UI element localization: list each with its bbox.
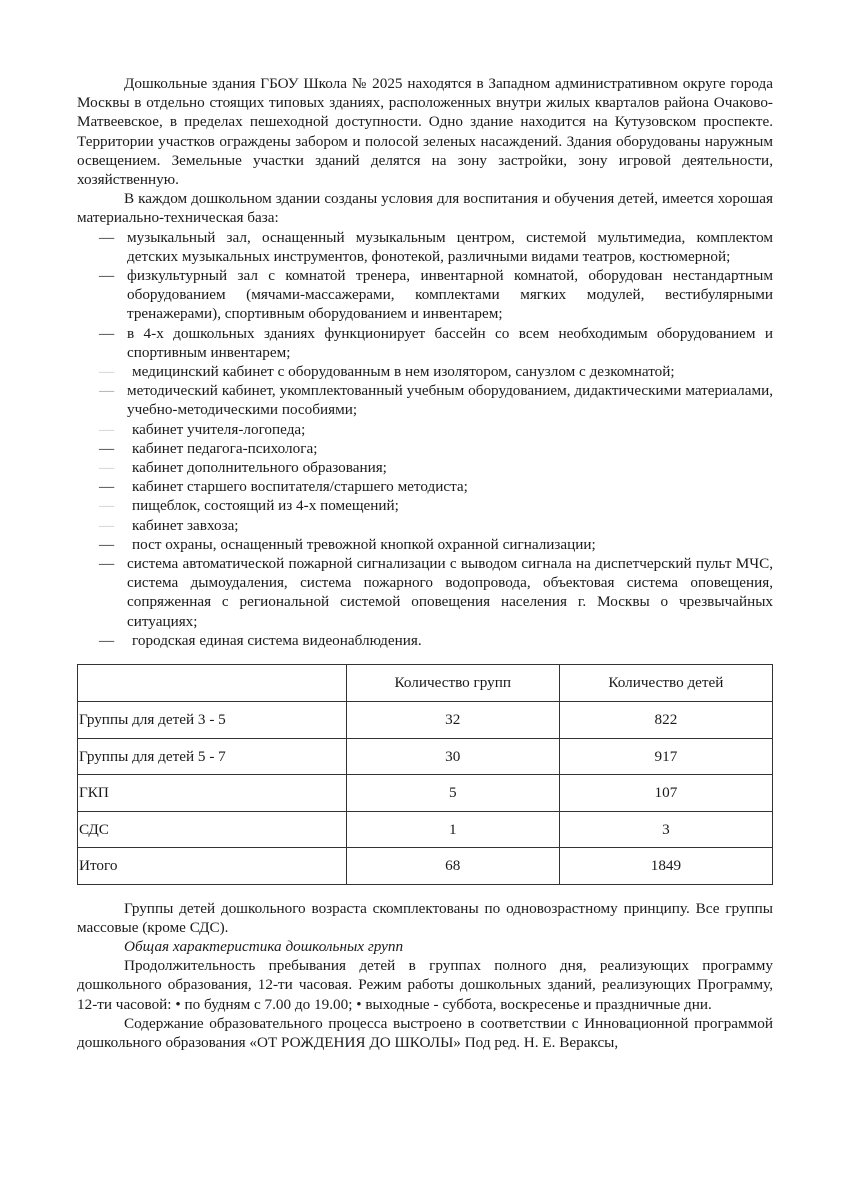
facilities-list: [77, 228, 773, 650]
list-item: — методический кабинет, укомплектованный учебным оборудованием, дидактическими материалами, учебно-методическими пособиями;: [99, 382, 773, 419]
dash-bullet-icon: —: [99, 535, 115, 553]
section-subheading: Общая характеристика дошкольных групп: [124, 938, 404, 955]
table-header-cell: Количество детей: [559, 665, 772, 702]
dash-bullet-icon: —: [99, 363, 115, 381]
list-item: — кабинет дополнительного образования;: [99, 459, 387, 477]
table-cell: 917: [559, 738, 772, 775]
groups-paragraph: Группы детей дошкольного возраста скомплектованы по одновозрастному принципу. Все группы массовые (кроме СДС).: [77, 899, 773, 936]
table-header-cell: Количество групп: [346, 665, 559, 702]
dash-bullet-icon: —: [99, 631, 115, 649]
list-item: — система автоматической пожарной сигнализации с выводом сигнала на диспетчерский пульт МЧС, система дымоудаления, система пожарного водопровода, объектовая система оповещения, сопряженная с региональной системой оповещения населения г. Москвы о чрезвычайных ситуациях;: [99, 555, 773, 630]
table-cell: 1: [346, 811, 559, 848]
table-cell: 30: [346, 738, 559, 775]
dash-bullet-icon: —: [99, 439, 115, 457]
dash-bullet-icon: —: [99, 382, 115, 400]
list-item: — пищеблок, состоящий из 4-х помещений;: [99, 497, 399, 515]
dash-bullet-icon: —: [99, 516, 115, 534]
table-cell: 3: [559, 811, 772, 848]
table-cell: 68: [346, 848, 559, 885]
table-cell: СДС: [78, 811, 347, 848]
table-cell: ГКП: [78, 775, 347, 812]
dash-bullet-icon: —: [99, 497, 115, 515]
table-row: [78, 775, 773, 812]
intro-paragraph-facilities: В каждом дошкольном здании созданы условия для воспитания и обучения детей, имеется хорошая материально-техническая база:: [77, 190, 773, 227]
list-item: — городская единая система видеонаблюдения.: [99, 631, 422, 649]
document-page: [77, 74, 773, 1052]
table-header-cell: [78, 665, 347, 702]
dash-bullet-icon: —: [99, 228, 115, 246]
list-item: — физкультурный зал с комнатой тренера, инвентарной комнатой, оборудован нестандартным оборудованием (мячами-массажерами, комплектами мягких модулей, вестибулярными тренажерами), спортивным оборудованием и инвентарем;: [99, 267, 773, 323]
dash-bullet-icon: —: [99, 459, 115, 477]
list-item: — кабинет старшего воспитателя/старшего методиста;: [99, 478, 468, 496]
list-item: — медицинский кабинет с оборудованным в нем изолятором, санузлом с дезкомнатой;: [99, 363, 675, 381]
dash-bullet-icon: —: [99, 555, 115, 573]
table-cell: Группы для детей 5 - 7: [78, 738, 347, 775]
table-cell: 1849: [559, 848, 772, 885]
list-item: — в 4-х дошкольных зданиях функционирует бассейн со всем необходимым оборудованием и спортивным инвентарем;: [99, 324, 773, 361]
table-cell: 822: [559, 702, 772, 739]
intro-paragraph-location: Дошкольные здания ГБОУ Школа № 2025 находятся в Западном административном округе города Москвы в отдельно стоящих типовых зданиях, расположенных внутри жилых кварталов района Очаково-Матвеевское, в пределах пешеходной доступности. Одно здание находится на Кутузовском проспекте. Территории участков ограждены забором и полосой зеленых насаждений. Здания оборудованы наружным освещением. Земельные участки зданий делятся на зону застройки, зону игровой деятельности, хозяйственную.: [77, 75, 773, 189]
list-item: — музыкальный зал, оснащенный музыкальным центром, системой мультимедиа, комплектом детских музыкальных инструментов, фонотекой, различными видами театров, костюмерной;: [99, 228, 773, 265]
dash-bullet-icon: —: [99, 478, 115, 496]
table-cell: 5: [346, 775, 559, 812]
dash-bullet-icon: —: [99, 267, 115, 285]
table-row: [78, 738, 773, 775]
table-cell: 107: [559, 775, 772, 812]
table-row: [78, 702, 773, 739]
groups-table: [77, 664, 773, 885]
table-cell: Итого: [78, 848, 347, 885]
program-paragraph: Содержание образовательного процесса выстроено в соответствии с Инновационной программой дошкольного образования «ОТ РОЖДЕНИЯ ДО ШКОЛЫ» Под ред. Н. Е. Вераксы,: [77, 1014, 773, 1052]
dash-bullet-icon: —: [99, 324, 115, 342]
table-cell: Группы для детей 3 - 5: [78, 702, 347, 739]
table-row-total: [78, 848, 773, 885]
schedule-paragraph: Продолжительность пребывания детей в группах полного дня, реализующих программу дошкольного образования, 12-ти часовая. Режим работы дошкольных зданий, реализующих Программу, 12-ти часовой: • по будням с 7.00 до 19.00; • выходные - суббота, воскресенье и праздничные дни.: [77, 957, 773, 1013]
list-item: — кабинет учителя-логопеда;: [99, 420, 306, 438]
table-header-row: [78, 665, 773, 702]
list-item: — кабинет завхоза;: [99, 516, 239, 534]
table-cell: 32: [346, 702, 559, 739]
dash-bullet-icon: —: [99, 420, 115, 438]
list-item: — пост охраны, оснащенный тревожной кнопкой охранной сигнализации;: [99, 535, 596, 553]
table-row: [78, 811, 773, 848]
list-item: — кабинет педагога-психолога;: [99, 439, 318, 457]
